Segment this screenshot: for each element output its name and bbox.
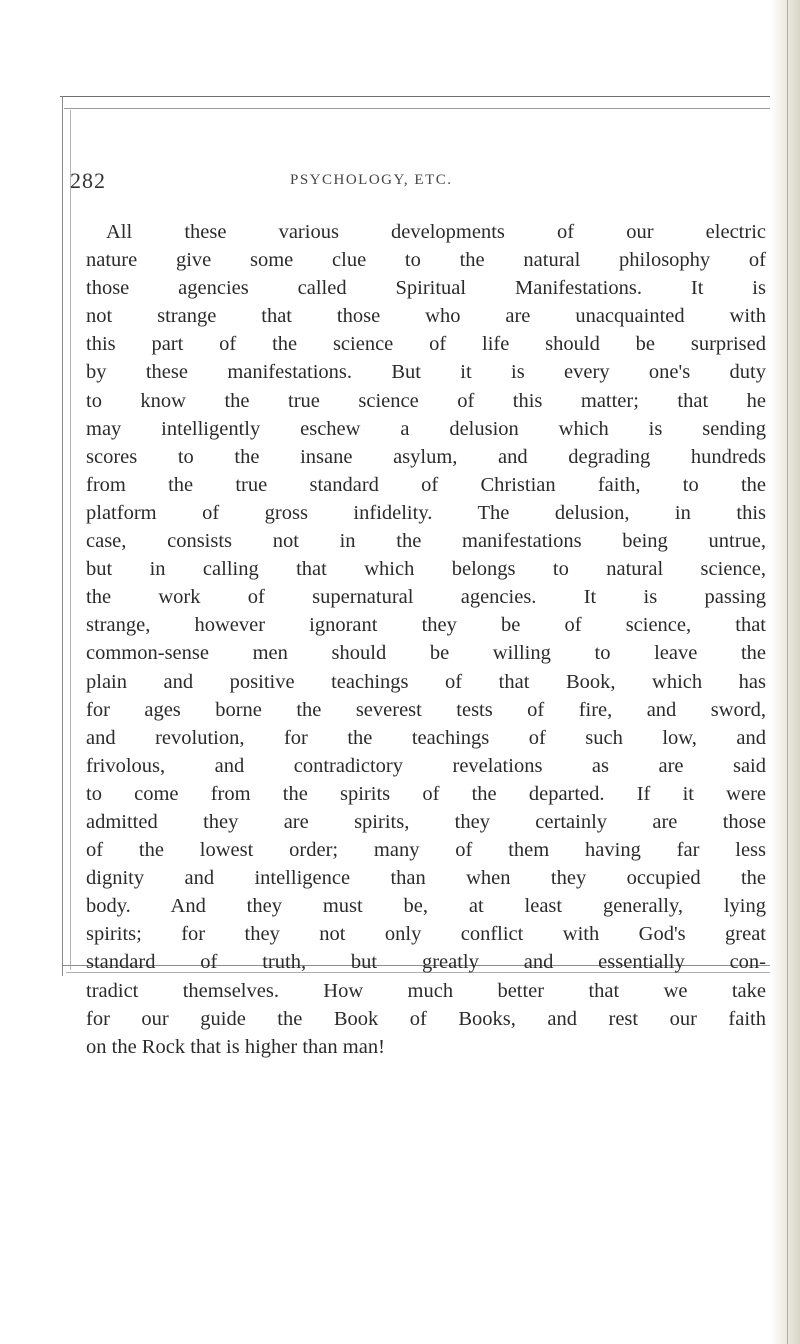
text-line: body. And they must be, at least generally, lying: [86, 895, 766, 918]
text-line: case, consists not in the manifestations being untrue,: [86, 530, 766, 553]
text-line: and revolution, for the teachings of such low, and: [86, 726, 766, 749]
text-line: may intelligently eschew a delusion which is sending: [86, 417, 766, 440]
page-number: 282: [70, 168, 106, 193]
text-line: to come from the spirits of the departed. If it were: [86, 782, 766, 805]
left-inner-border-rule: [70, 110, 71, 970]
text-line: those agencies called Spiritual Manifestations. It is: [86, 277, 766, 300]
text-line: standard of truth, but greatly and essentially con-: [86, 951, 766, 974]
text-line: platform of gross infidelity. The delusion, in this: [86, 501, 766, 524]
text-line: on the Rock that is higher than man!: [86, 1035, 385, 1058]
running-head: [70, 168, 770, 192]
page-edge-shadow: [770, 0, 800, 1344]
text-line: not strange that those who are unacquainted with: [86, 305, 766, 328]
text-line: for our guide the Book of Books, and rest our faith: [86, 1007, 766, 1030]
text-line: but in calling that which belongs to natural science,: [86, 558, 766, 581]
text-line: plain and positive teachings of that Book, which has: [86, 670, 766, 693]
running-head-title: PSYCHOLOGY, ETC.: [290, 172, 453, 188]
text-line: admitted they are spirits, they certainly are those: [86, 810, 766, 833]
text-line: frivolous, and contradictory revelations as are said: [86, 754, 766, 777]
left-border-rule: [62, 96, 63, 976]
text-line: by these manifestations. But it is every one's duty: [86, 361, 766, 384]
text-line: All these various developments of our electric: [106, 221, 766, 243]
text-line: tradict themselves. How much better that we take: [86, 979, 766, 1002]
text-line: from the true standard of Christian faith, to the: [86, 473, 766, 496]
text-line: strange, however ignorant they be of science, that: [86, 614, 766, 637]
text-line: dignity and intelligence than when they occupied the: [86, 867, 766, 890]
body-paragraph: [86, 218, 766, 1061]
text-line: spirits; for they not only conflict with God's great: [86, 923, 766, 946]
text-line: scores to the insane asylum, and degrading hundreds: [86, 445, 766, 468]
text-line: common-sense men should be willing to leave the: [86, 642, 766, 665]
top-inner-border-rule: [64, 108, 778, 109]
text-line: this part of the science of life should be surprised: [86, 333, 766, 356]
text-line: for ages borne the severest tests of fire, and sword,: [86, 698, 766, 721]
text-line: nature give some clue to the natural philosophy of: [86, 249, 766, 272]
text-line: of the lowest order; many of them having far less: [86, 839, 766, 862]
text-line: to know the true science of this matter; that he: [86, 389, 766, 412]
top-border-rule: [60, 96, 778, 97]
page-edge-line: [787, 0, 788, 1344]
text-line: the work of supernatural agencies. It is passing: [86, 586, 766, 609]
